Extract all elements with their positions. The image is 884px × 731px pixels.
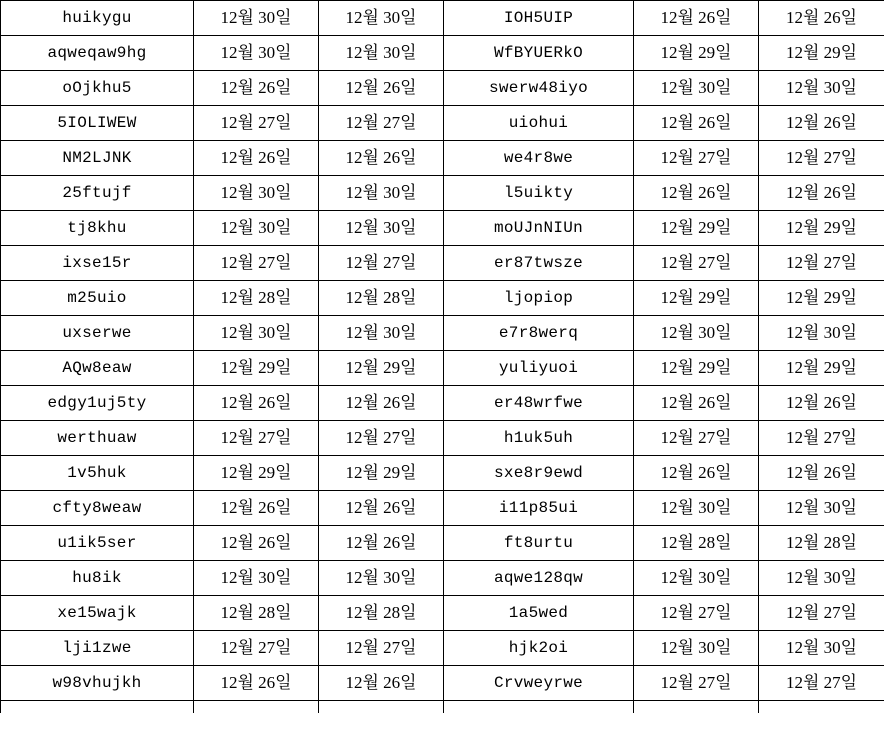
table-cell-date[interactable]: 12월 29일 (194, 456, 319, 491)
table-row[interactable] (1, 71, 884, 106)
table-cell-code[interactable]: aqweqaw9hg (1, 36, 194, 71)
table-cell-date[interactable]: 12월 30일 (634, 71, 759, 106)
table-cell-date[interactable]: 12월 30일 (194, 176, 319, 211)
table-cell-code[interactable]: we4r8we (444, 141, 634, 176)
table-cell-code[interactable]: huikygu (1, 1, 194, 36)
table-cell-date[interactable]: 12월 29일 (759, 211, 884, 246)
table-cell-code[interactable]: IOH5UIP (444, 1, 634, 36)
table-cell-date[interactable]: 12월 26일 (634, 1, 759, 36)
table-cell-code[interactable]: uxserwe (1, 316, 194, 351)
table-cell-date[interactable]: 12월 30일 (194, 36, 319, 71)
table-cell-date[interactable]: 12월 30일 (194, 316, 319, 351)
table-cell-date[interactable]: 12월 30일 (759, 491, 884, 526)
table-cell-date[interactable]: 12월 29일 (634, 351, 759, 386)
table-cell-date[interactable]: 12월 27일 (319, 421, 444, 456)
table-cell-date[interactable]: 12월 26일 (319, 71, 444, 106)
table-cell-date[interactable]: 12월 30일 (194, 211, 319, 246)
table-cell-date[interactable]: 12월 26일 (634, 386, 759, 421)
table-cell-date[interactable]: 12월 26일 (319, 526, 444, 561)
table-row[interactable] (1, 106, 884, 141)
table-cell-date[interactable]: 12월 30일 (634, 491, 759, 526)
table-cell-date[interactable]: 12월 26일 (759, 1, 884, 36)
table-row[interactable] (1, 421, 884, 456)
table-cell-date[interactable]: 12월 27일 (194, 246, 319, 281)
table-cell-code[interactable]: h1uk5uh (444, 421, 634, 456)
table-cell-date[interactable]: 12월 30일 (319, 561, 444, 596)
table-cell-date[interactable]: 12월 30일 (319, 316, 444, 351)
table-cell-code[interactable]: l5uikty (444, 176, 634, 211)
table-cell-date[interactable]: 12월 26일 (319, 141, 444, 176)
table-cell-date[interactable]: 12월 26일 (759, 106, 884, 141)
table-row[interactable] (1, 316, 884, 351)
table-cell-date[interactable]: 12월 27일 (319, 106, 444, 141)
table-cell-date[interactable]: 12월 27일 (319, 631, 444, 666)
table-body (1, 1, 884, 713)
table-cell-date[interactable]: 12월 27일 (759, 246, 884, 281)
table-row[interactable] (1, 666, 884, 701)
table-row[interactable] (1, 596, 884, 631)
table-cell-code[interactable]: 5IOLIWEW (1, 106, 194, 141)
table-row[interactable] (1, 36, 884, 71)
table-cell-date[interactable]: 12월 27일 (634, 421, 759, 456)
table-cell-date[interactable]: 12월 26일 (759, 456, 884, 491)
table-cell-date[interactable]: 12월 26일 (634, 456, 759, 491)
table-cell-date[interactable]: 12월 27일 (634, 141, 759, 176)
table-cell-date[interactable]: 12월 29일 (319, 456, 444, 491)
table-cell-date[interactable]: 12월 27일 (759, 421, 884, 456)
table-cell-date[interactable]: 12월 29일 (759, 351, 884, 386)
table-row[interactable] (1, 1, 884, 36)
table-cell-date[interactable]: 12월 26일 (194, 141, 319, 176)
table-cell-code[interactable]: 25ftujf (1, 176, 194, 211)
table-cell-code[interactable]: ljopiop (444, 281, 634, 316)
table-cell-date[interactable]: 12월 26일 (194, 526, 319, 561)
table-row[interactable] (1, 351, 884, 386)
table-cell-date[interactable]: 12월 26일 (319, 386, 444, 421)
table-cell-date[interactable]: 12월 27일 (634, 596, 759, 631)
table-cell-code[interactable]: yuliyuoi (444, 351, 634, 386)
table-cell-code[interactable]: WfBYUERkO (444, 36, 634, 71)
table-cell-date[interactable]: 12월 27일 (759, 596, 884, 631)
table-cell-date[interactable]: 12월 26일 (319, 491, 444, 526)
table-cell-empty[interactable] (444, 701, 634, 713)
table-cell-code[interactable]: aqwe128qw (444, 561, 634, 596)
table-cell-code[interactable]: e7r8werq (444, 316, 634, 351)
table-cell-empty[interactable] (759, 701, 884, 713)
table-row[interactable] (1, 561, 884, 596)
table-cell-date[interactable]: 12월 30일 (634, 561, 759, 596)
table-cell-empty[interactable] (1, 701, 194, 713)
table-cell-date[interactable]: 12월 28일 (194, 281, 319, 316)
table-cell-date[interactable]: 12월 27일 (194, 631, 319, 666)
table-row[interactable] (1, 176, 884, 211)
table-row[interactable] (1, 631, 884, 666)
table-cell-date[interactable]: 12월 29일 (634, 211, 759, 246)
table-cell-code[interactable]: AQw8eaw (1, 351, 194, 386)
table-cell-code[interactable]: oOjkhu5 (1, 71, 194, 106)
table-cell-date[interactable]: 12월 28일 (319, 281, 444, 316)
table-cell-date[interactable]: 12월 30일 (319, 36, 444, 71)
table-cell-code[interactable]: w98vhujkh (1, 666, 194, 701)
table-row[interactable] (1, 211, 884, 246)
table-cell-code[interactable]: hu8ik (1, 561, 194, 596)
table-cell-date[interactable]: 12월 27일 (759, 666, 884, 701)
table-cell-code[interactable]: xe15wajk (1, 596, 194, 631)
table-cell-date[interactable]: 12월 26일 (634, 106, 759, 141)
table-cell-code[interactable]: er48wrfwe (444, 386, 634, 421)
table-cell-date[interactable]: 12월 26일 (194, 666, 319, 701)
table-cell-date[interactable]: 12월 27일 (634, 246, 759, 281)
table-row[interactable] (1, 526, 884, 561)
table-row[interactable] (1, 491, 884, 526)
table-cell-code[interactable]: uiohui (444, 106, 634, 141)
table-cell-code[interactable]: ft8urtu (444, 526, 634, 561)
table-cell-date[interactable]: 12월 30일 (319, 211, 444, 246)
table-cell-date[interactable]: 12월 30일 (319, 1, 444, 36)
table-cell-date[interactable]: 12월 29일 (634, 281, 759, 316)
table-cell-code[interactable]: m25uio (1, 281, 194, 316)
table-cell-code[interactable]: er87twsze (444, 246, 634, 281)
table-cell-date[interactable]: 12월 30일 (319, 176, 444, 211)
table-cell-code[interactable]: sxe8r9ewd (444, 456, 634, 491)
table-cell-date[interactable]: 12월 28일 (634, 526, 759, 561)
table-cell-date[interactable]: 12월 30일 (194, 561, 319, 596)
table-row[interactable] (1, 141, 884, 176)
table-cell-date[interactable]: 12월 27일 (759, 141, 884, 176)
table-cell-date[interactable]: 12월 30일 (634, 631, 759, 666)
table-cell-code[interactable]: tj8khu (1, 211, 194, 246)
table-cell-date[interactable]: 12월 30일 (194, 1, 319, 36)
table-cell-date[interactable]: 12월 29일 (319, 351, 444, 386)
table-cell-date[interactable]: 12월 30일 (759, 71, 884, 106)
table-cell-code[interactable]: moUJnNIUn (444, 211, 634, 246)
table-cell-date[interactable]: 12월 27일 (634, 666, 759, 701)
table-row[interactable] (1, 281, 884, 316)
table-cell-date[interactable]: 12월 30일 (759, 631, 884, 666)
table-row[interactable] (1, 386, 884, 421)
table-cell-code[interactable]: 1a5wed (444, 596, 634, 631)
table-cell-date[interactable]: 12월 29일 (759, 36, 884, 71)
table-cell-date[interactable]: 12월 26일 (759, 386, 884, 421)
table-cell-empty[interactable] (319, 701, 444, 713)
table-cell-date[interactable]: 12월 26일 (194, 491, 319, 526)
table-row[interactable] (1, 456, 884, 491)
table-cell-code[interactable]: NM2LJNK (1, 141, 194, 176)
table-cell-code[interactable]: werthuaw (1, 421, 194, 456)
table-cell-date[interactable]: 12월 29일 (759, 281, 884, 316)
table-cell-code[interactable]: u1ik5ser (1, 526, 194, 561)
table-cell-code[interactable]: 1v5huk (1, 456, 194, 491)
table-cell-empty[interactable] (194, 701, 319, 713)
table-cell-date[interactable]: 12월 26일 (194, 386, 319, 421)
table-cell-date[interactable]: 12월 30일 (759, 316, 884, 351)
table-cell-date[interactable]: 12월 29일 (194, 351, 319, 386)
table-cell-code[interactable]: cfty8weaw (1, 491, 194, 526)
table-cell-code[interactable]: hjk2oi (444, 631, 634, 666)
table-cell-code[interactable]: edgy1uj5ty (1, 386, 194, 421)
table-cell-date[interactable]: 12월 28일 (194, 596, 319, 631)
table-row[interactable] (1, 246, 884, 281)
table-cell-code[interactable]: ixse15r (1, 246, 194, 281)
table-cell-code[interactable]: i11p85ui (444, 491, 634, 526)
table-cell-date[interactable]: 12월 30일 (634, 316, 759, 351)
table-cell-date[interactable]: 12월 27일 (194, 421, 319, 456)
table-cell-empty[interactable] (634, 701, 759, 713)
table-cell-code[interactable]: swerw48iyo (444, 71, 634, 106)
table-cell-date[interactable]: 12월 30일 (759, 561, 884, 596)
table-cell-date[interactable]: 12월 28일 (319, 596, 444, 631)
table-cell-date[interactable]: 12월 27일 (319, 246, 444, 281)
table-cell-date[interactable]: 12월 28일 (759, 526, 884, 561)
table-cell-code[interactable]: lji1zwe (1, 631, 194, 666)
table-cell-date[interactable]: 12월 26일 (194, 71, 319, 106)
table-cell-date[interactable]: 12월 27일 (194, 106, 319, 141)
table-cell-date[interactable]: 12월 26일 (634, 176, 759, 211)
table-cell-code[interactable]: Crvweyrwe (444, 666, 634, 701)
table-cell-date[interactable]: 12월 29일 (634, 36, 759, 71)
table-cell-date[interactable]: 12월 26일 (319, 666, 444, 701)
table-cell-date[interactable]: 12월 26일 (759, 176, 884, 211)
table-row-partial[interactable] (1, 701, 884, 713)
